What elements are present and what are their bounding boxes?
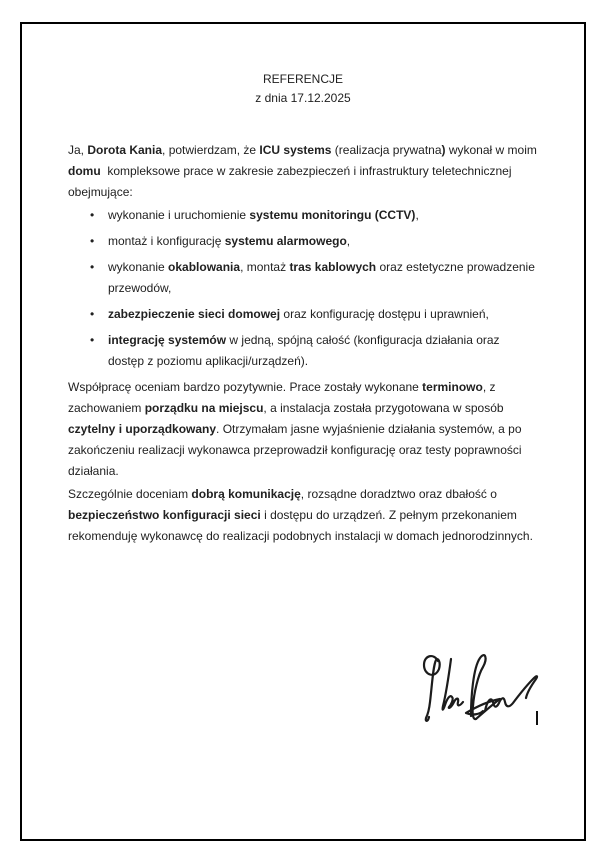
text-run: Ja, bbox=[68, 143, 88, 157]
bold-text-run: terminowo bbox=[422, 380, 483, 394]
handwritten-signature-icon bbox=[415, 648, 545, 743]
bold-text-run: tras kablowych bbox=[289, 260, 377, 274]
scope-list-item bbox=[108, 231, 538, 252]
bold-text-run: porządku na miejscu bbox=[144, 401, 264, 415]
text-run: . Otrzymałam jasne wyjaśnienie działania systemów, a po zakończeniu realizacji wykonawca przeprowadził konfigurację oraz testy poprawności działania. bbox=[68, 422, 525, 478]
text-run: Współpracę oceniam bardzo pozytywnie. Prace zostały wykonane bbox=[68, 380, 423, 394]
text-run: , z zachowaniem bbox=[68, 380, 499, 415]
bold-text-run: integrację systemów bbox=[108, 333, 227, 347]
scope-list-item bbox=[108, 257, 538, 299]
evaluation-paragraph bbox=[68, 377, 538, 482]
text-run: , bbox=[346, 234, 351, 248]
text-run: w jedną, spójną całość (konfiguracja działania oraz dostęp z poziomu aplikacji/urządzeń). bbox=[108, 333, 503, 368]
text-run: (realizacja prywatna bbox=[331, 143, 442, 157]
bold-text-run: czytelny i uporządkowany bbox=[68, 422, 217, 436]
bold-text-run: Dorota Kania bbox=[87, 143, 163, 157]
intro-paragraph bbox=[68, 140, 541, 203]
text-run: , potwierdzam, że bbox=[162, 143, 260, 157]
document-date: z dnia 17.12.2025 bbox=[255, 91, 351, 105]
bold-text-run: okablowania bbox=[168, 260, 241, 274]
text-run: wykonanie bbox=[108, 260, 169, 274]
text-run: , rozsądne doradztwo oraz dbałość o bbox=[300, 487, 501, 501]
text-run: , a instalacja została przygotowana w sposób bbox=[263, 401, 507, 415]
bold-text-run: systemu monitoringu (CCTV) bbox=[249, 208, 416, 222]
scope-of-work-list bbox=[68, 205, 538, 372]
text-run: oraz estetyczne prowadzenie przewodów, bbox=[108, 260, 539, 295]
bold-text-run: systemu alarmowego bbox=[224, 234, 347, 248]
text-run: wykonał w moim bbox=[445, 143, 541, 157]
signature-stroke bbox=[466, 655, 500, 719]
bold-text-run: zabezpieczenie sieci domowej bbox=[108, 307, 281, 321]
text-run: montaż i konfigurację bbox=[108, 234, 225, 248]
document-title: REFERENCJE bbox=[262, 72, 343, 86]
text-caret bbox=[536, 711, 538, 725]
signature-stroke bbox=[443, 659, 463, 710]
letter-header bbox=[68, 70, 538, 108]
bold-text-run: bezpieczeństwo konfiguracji sieci bbox=[68, 508, 261, 522]
text-run: wykonanie i uruchomienie bbox=[108, 208, 250, 222]
reference-letter-page bbox=[20, 22, 586, 841]
text-run: oraz konfigurację dostępu i uprawnień, bbox=[280, 307, 489, 321]
scope-list-item bbox=[108, 330, 538, 372]
text-run: Szczególnie doceniam bbox=[68, 487, 192, 501]
bold-text-run: domu bbox=[68, 164, 101, 178]
text-run: kompleksowe prace w zakresie zabezpieczeń i infrastruktury teletechnicznej obejmujące: bbox=[68, 164, 515, 199]
recommendation-paragraph bbox=[68, 484, 538, 547]
bold-text-run: ) bbox=[441, 143, 446, 157]
text-run: , bbox=[415, 208, 419, 222]
bold-text-run: ICU systems bbox=[259, 143, 332, 157]
signature-stroke bbox=[424, 656, 440, 721]
scope-list-item bbox=[108, 205, 538, 226]
bold-text-run: dobrą komunikację bbox=[191, 487, 301, 501]
text-run: i dostępu do urządzeń. Z pełnym przekonaniem rekomenduję wykonawcę do realizacji podobnych instalacji w domach jednorodzinnych. bbox=[68, 508, 533, 543]
scope-list-item bbox=[108, 304, 538, 325]
text-run: , montaż bbox=[240, 260, 290, 274]
